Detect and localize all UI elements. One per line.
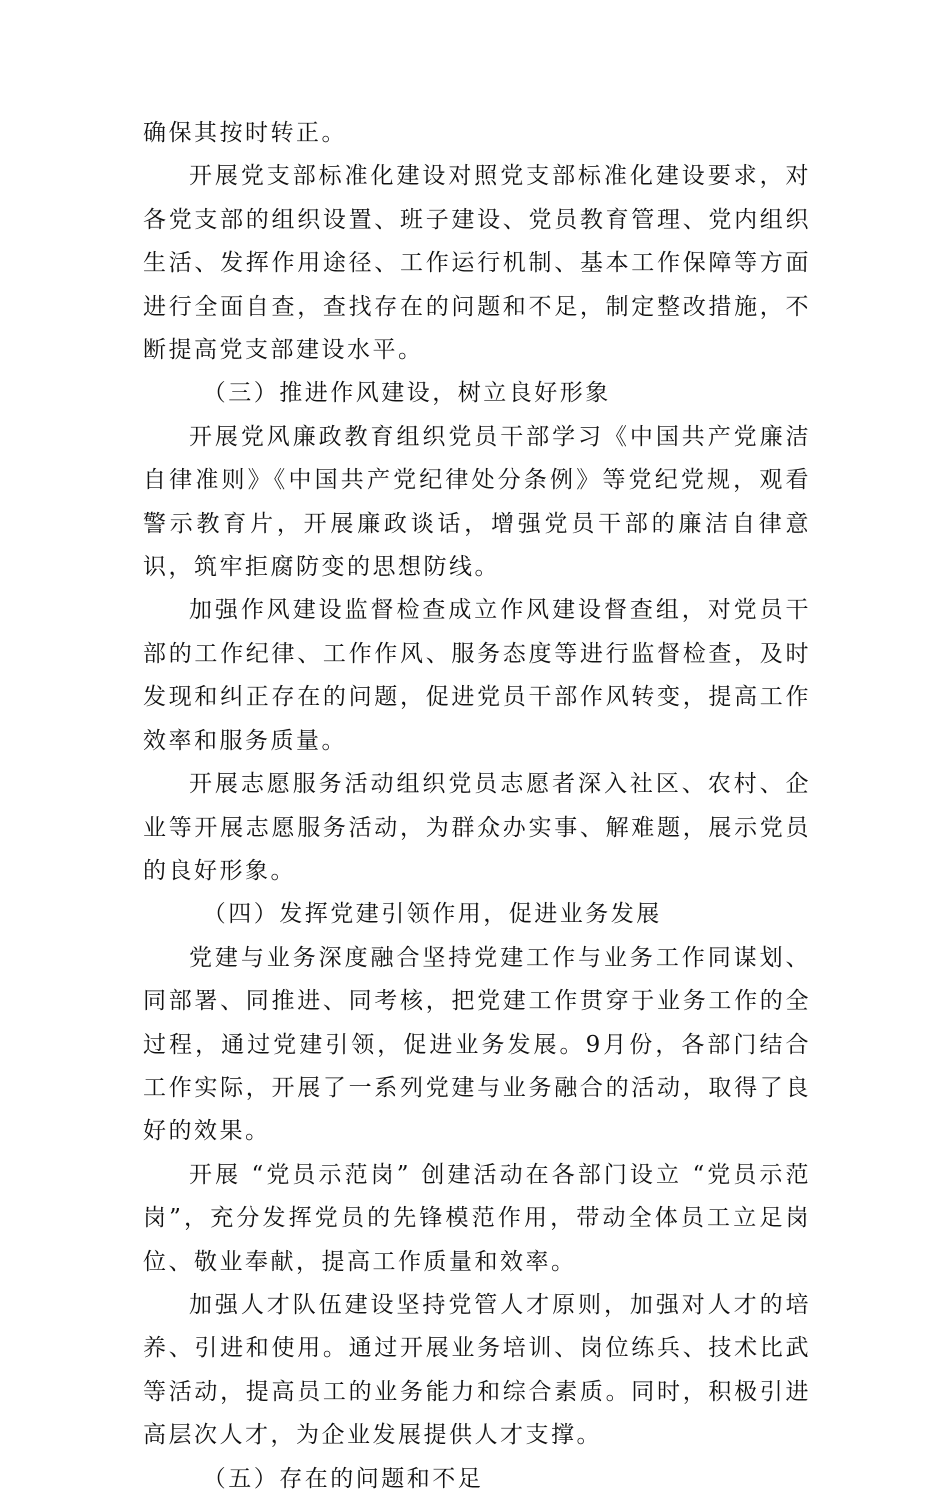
paragraph-model-post: 开展 “党员示范岗” 创建活动在各部门设立 “党员示范岗”，充分发挥党员的先锋模范作用，带动全体员工立足岗位、敬业奉献，提高工作质量和效率。 (143, 1161, 811, 1275)
section-heading-3: （三）推进作风建设，树立良好形象 (202, 380, 611, 407)
continuation-paragraph: 确保其按时转正。 (143, 120, 347, 146)
document-page (143, 112, 811, 1501)
section-heading-5: （五）存在的问题和不足 (202, 1465, 484, 1492)
paragraph-integrity-education: 开展党风廉政教育组织党员干部学习《中国共产党廉洁自律准则》《中国共产党纪律处分条例》等党纪党规，观看警示教育片，开展廉政谈话，增强党员干部的廉洁自律意识，筑牢拒腐防变的思想防线。 (143, 423, 811, 581)
section-heading-4: （四）发挥党建引领作用，促进业务发展 (202, 901, 662, 928)
paragraph-branch-standardization: 开展党支部标准化建设对照党支部标准化建设要求，对各党支部的组织设置、班子建设、党员教育管理、党内组织生活、发挥作用途径、工作运行机制、基本工作保障等方面进行全面自查，查找存在的问题和不足，制定整改措施，不断提高党支部建设水平。 (143, 163, 811, 364)
paragraph-talent-team: 加强人才队伍建设坚持党管人才原则，加强对人才的培养、引进和使用。通过开展业务培训、岗位练兵、技术比武等活动，提高员工的业务能力和综合素质。同时，积极引进高层次人才，为企业发展提供人才支撑。 (143, 1291, 811, 1449)
paragraph-style-supervision: 加强作风建设监督检查成立作风建设督查组，对党员干部的工作纪律、工作作风、服务态度等进行监督检查，及时发现和纠正存在的问题，促进党员干部作风转变，提高工作效率和服务质量。 (143, 597, 811, 754)
paragraph-business-integration: 党建与业务深度融合坚持党建工作与业务工作同谋划、同部署、同推进、同考核，把党建工作贯穿于业务工作的全过程，通过党建引领，促进业务发展。9月份，各部门结合工作实际，开展了一系列党建与业务融合的活动，取得了良好的效果。 (143, 944, 811, 1145)
paragraph-volunteer-service: 开展志愿服务活动组织党员志愿者深入社区、农村、企业等开展志愿服务活动，为群众办实事、解难题，展示党员的良好形象。 (143, 771, 811, 884)
